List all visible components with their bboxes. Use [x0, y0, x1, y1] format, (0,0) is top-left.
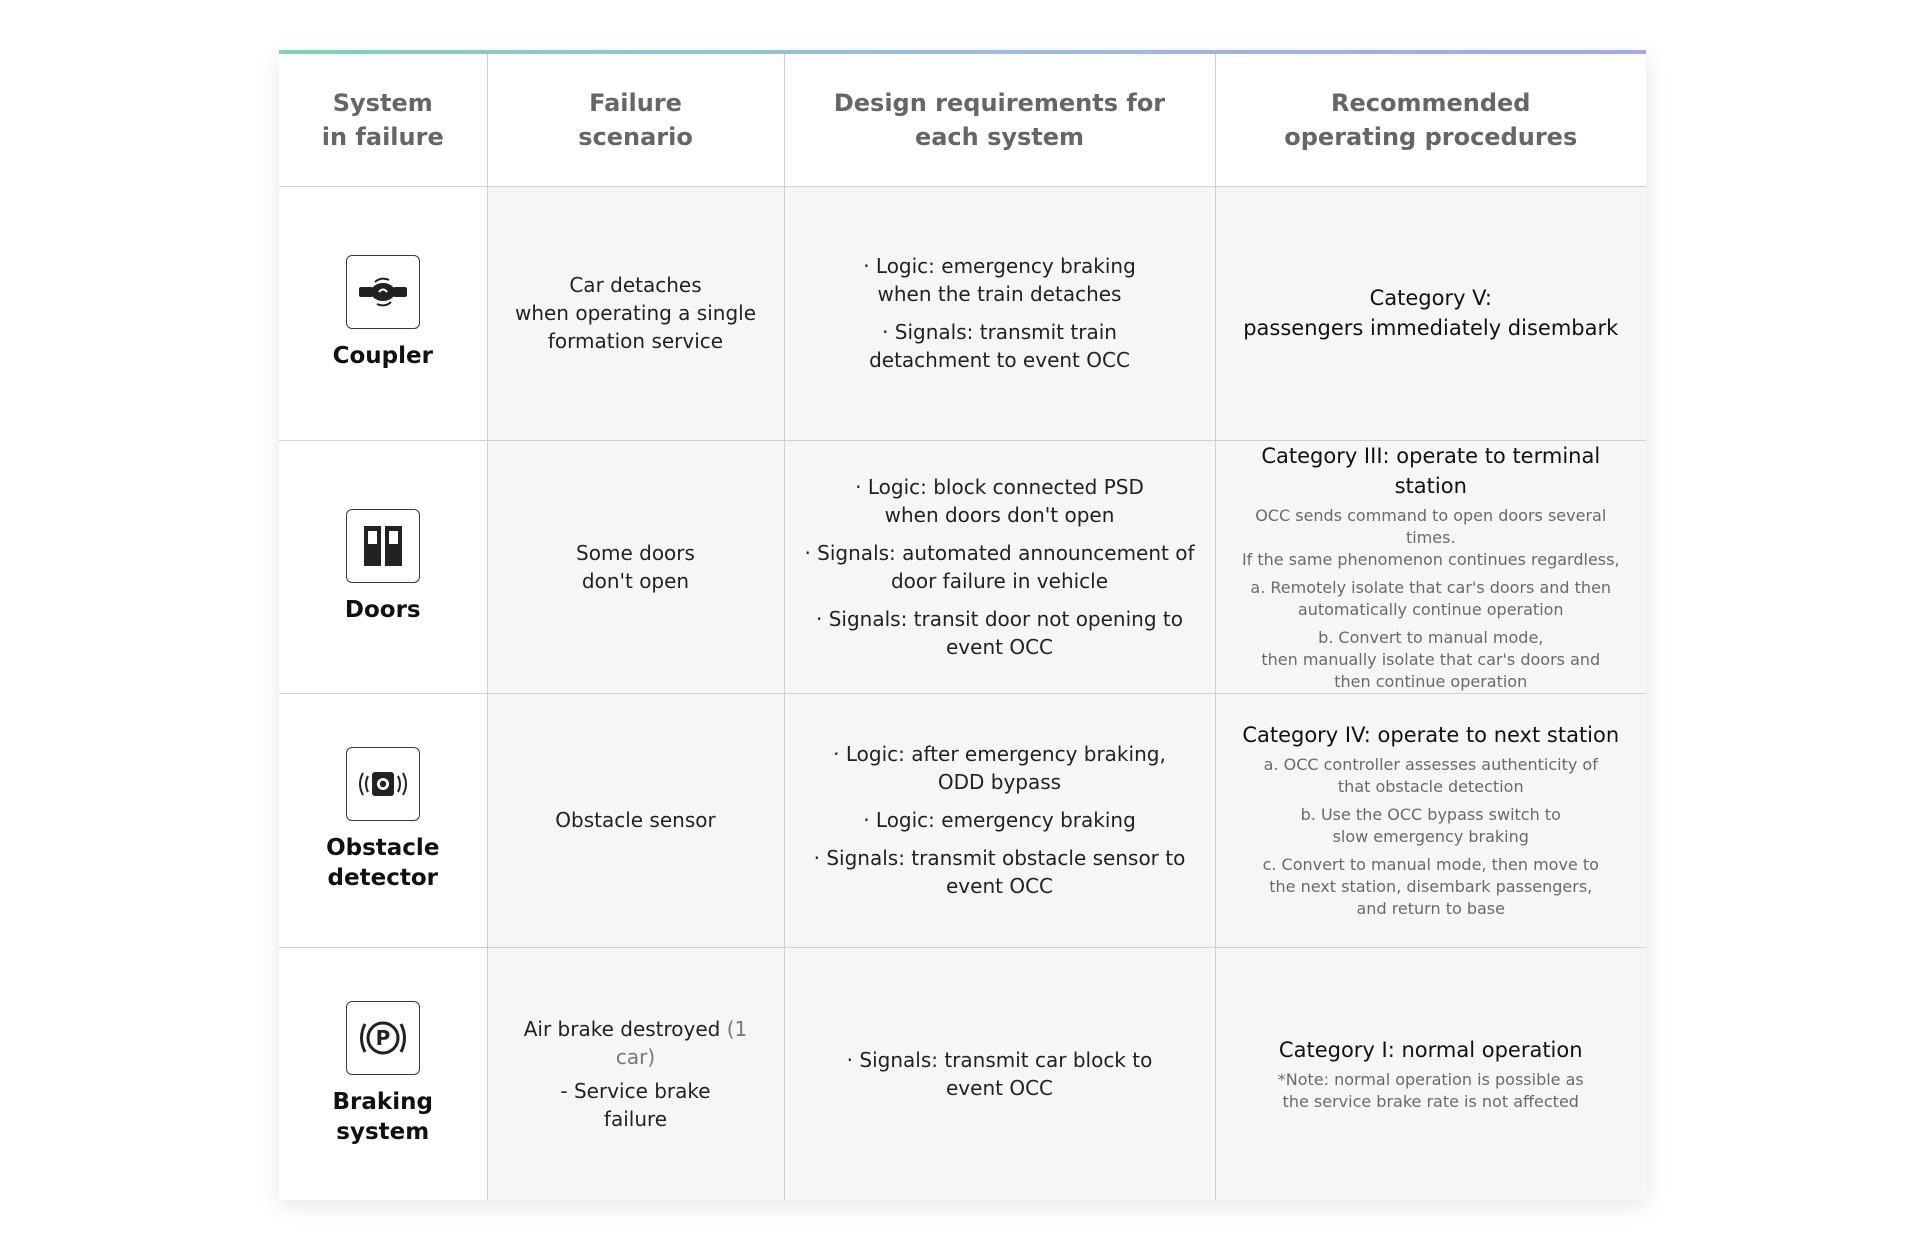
design-item: · Logic: block connected PSD when doors don't open: [855, 474, 1144, 527]
scenario-main: Air brake destroyed: [523, 1016, 721, 1041]
design-item: · Logic: emergency braking: [863, 808, 1136, 833]
scenario-text: Car detaches when operating a single formation service: [514, 273, 757, 354]
system-cell: [279, 947, 487, 1200]
scenario-sub: - Service brake failure: [560, 1078, 711, 1131]
design-cell: [784, 440, 1215, 694]
design-item: · Signals: transit door not opening to event OCC: [816, 606, 1183, 659]
system-label: Doors: [344, 596, 421, 623]
design-item: · Logic: after emergency braking, ODD bypass: [833, 742, 1166, 795]
scenario-cell: [487, 947, 784, 1200]
header-design: Design requirements for each system: [784, 54, 1215, 187]
failure-procedures-table: [279, 50, 1646, 1200]
scenario-text: [502, 1015, 770, 1071]
scenario-text: Some doors don't open: [576, 540, 695, 593]
coupler-icon: [346, 255, 420, 329]
design-item: · Signals: transmit obstacle sensor to event OCC: [813, 846, 1186, 899]
table-row-doors: [279, 440, 1646, 694]
procedure-note: a. OCC controller assesses authenticity of that obstacle detection: [1263, 755, 1598, 797]
header-procedures: Recommended operating procedures: [1215, 54, 1646, 187]
scenario-cell: [487, 187, 784, 441]
scenario-text: Obstacle sensor: [555, 808, 716, 833]
header-system: System in failure: [279, 54, 487, 187]
procedure-note: b. Use the OCC bypass switch to slow emergency braking: [1300, 805, 1561, 847]
obstacle-detector-icon: [346, 747, 420, 821]
scenario-cell: [487, 440, 784, 694]
procedure-cell: [1215, 947, 1646, 1200]
system-cell: [279, 440, 487, 694]
scenario-qualifier: (1 car): [615, 1016, 748, 1069]
design-cell: [784, 187, 1215, 441]
design-cell: [784, 694, 1215, 948]
design-cell: [784, 947, 1215, 1200]
procedure-cell: [1215, 694, 1646, 948]
procedure-title: Category III: operate to terminal station: [1261, 443, 1601, 498]
procedure-cell: [1215, 187, 1646, 441]
procedure-note: a. Remotely isolate that car's doors and then automatically continue operation: [1250, 577, 1612, 619]
table-row-braking-system: [279, 947, 1646, 1200]
design-item: · Signals: automated announcement of door failure in vehicle: [804, 540, 1195, 593]
system-cell: [279, 187, 487, 441]
table: [279, 54, 1646, 1200]
doors-icon: [346, 509, 420, 583]
design-item: · Logic: emergency braking when the train detaches: [863, 254, 1136, 307]
procedure-note: OCC sends command to open doors several times. If the same phenomenon continues regardless,: [1241, 505, 1620, 569]
parking-brake-icon: [346, 1001, 420, 1075]
procedure-note: b. Convert to manual mode, then manually isolate that car's doors and then continue operation: [1261, 627, 1601, 691]
procedure-cell: [1215, 440, 1646, 694]
svg-text:P: P: [375, 1025, 391, 1050]
system-label: Coupler: [332, 343, 433, 370]
system-label: Braking system: [332, 1088, 433, 1145]
scenario-cell: [487, 694, 784, 948]
header-scenario: Failure scenario: [487, 54, 784, 187]
table-row-obstacle-detector: [279, 694, 1646, 948]
design-item: · Signals: transmit train detachment to event OCC: [869, 320, 1130, 373]
procedure-note: c. Convert to manual mode, then move to the next station, disembark passengers, and return to base: [1262, 855, 1599, 919]
procedure-title: Category V: passengers immediately disembark: [1243, 286, 1619, 341]
procedure-note: *Note: normal operation is possible as the service brake rate is not affected: [1277, 1069, 1584, 1111]
design-item: · Signals: transmit car block to event OCC: [846, 1047, 1153, 1100]
table-row-coupler: [279, 187, 1646, 441]
procedure-title: Category IV: operate to next station: [1242, 723, 1620, 748]
header-row: [279, 54, 1646, 187]
procedure-title: Category I: normal operation: [1278, 1037, 1583, 1062]
system-label: Obstacle detector: [326, 835, 440, 892]
system-cell: [279, 694, 487, 948]
